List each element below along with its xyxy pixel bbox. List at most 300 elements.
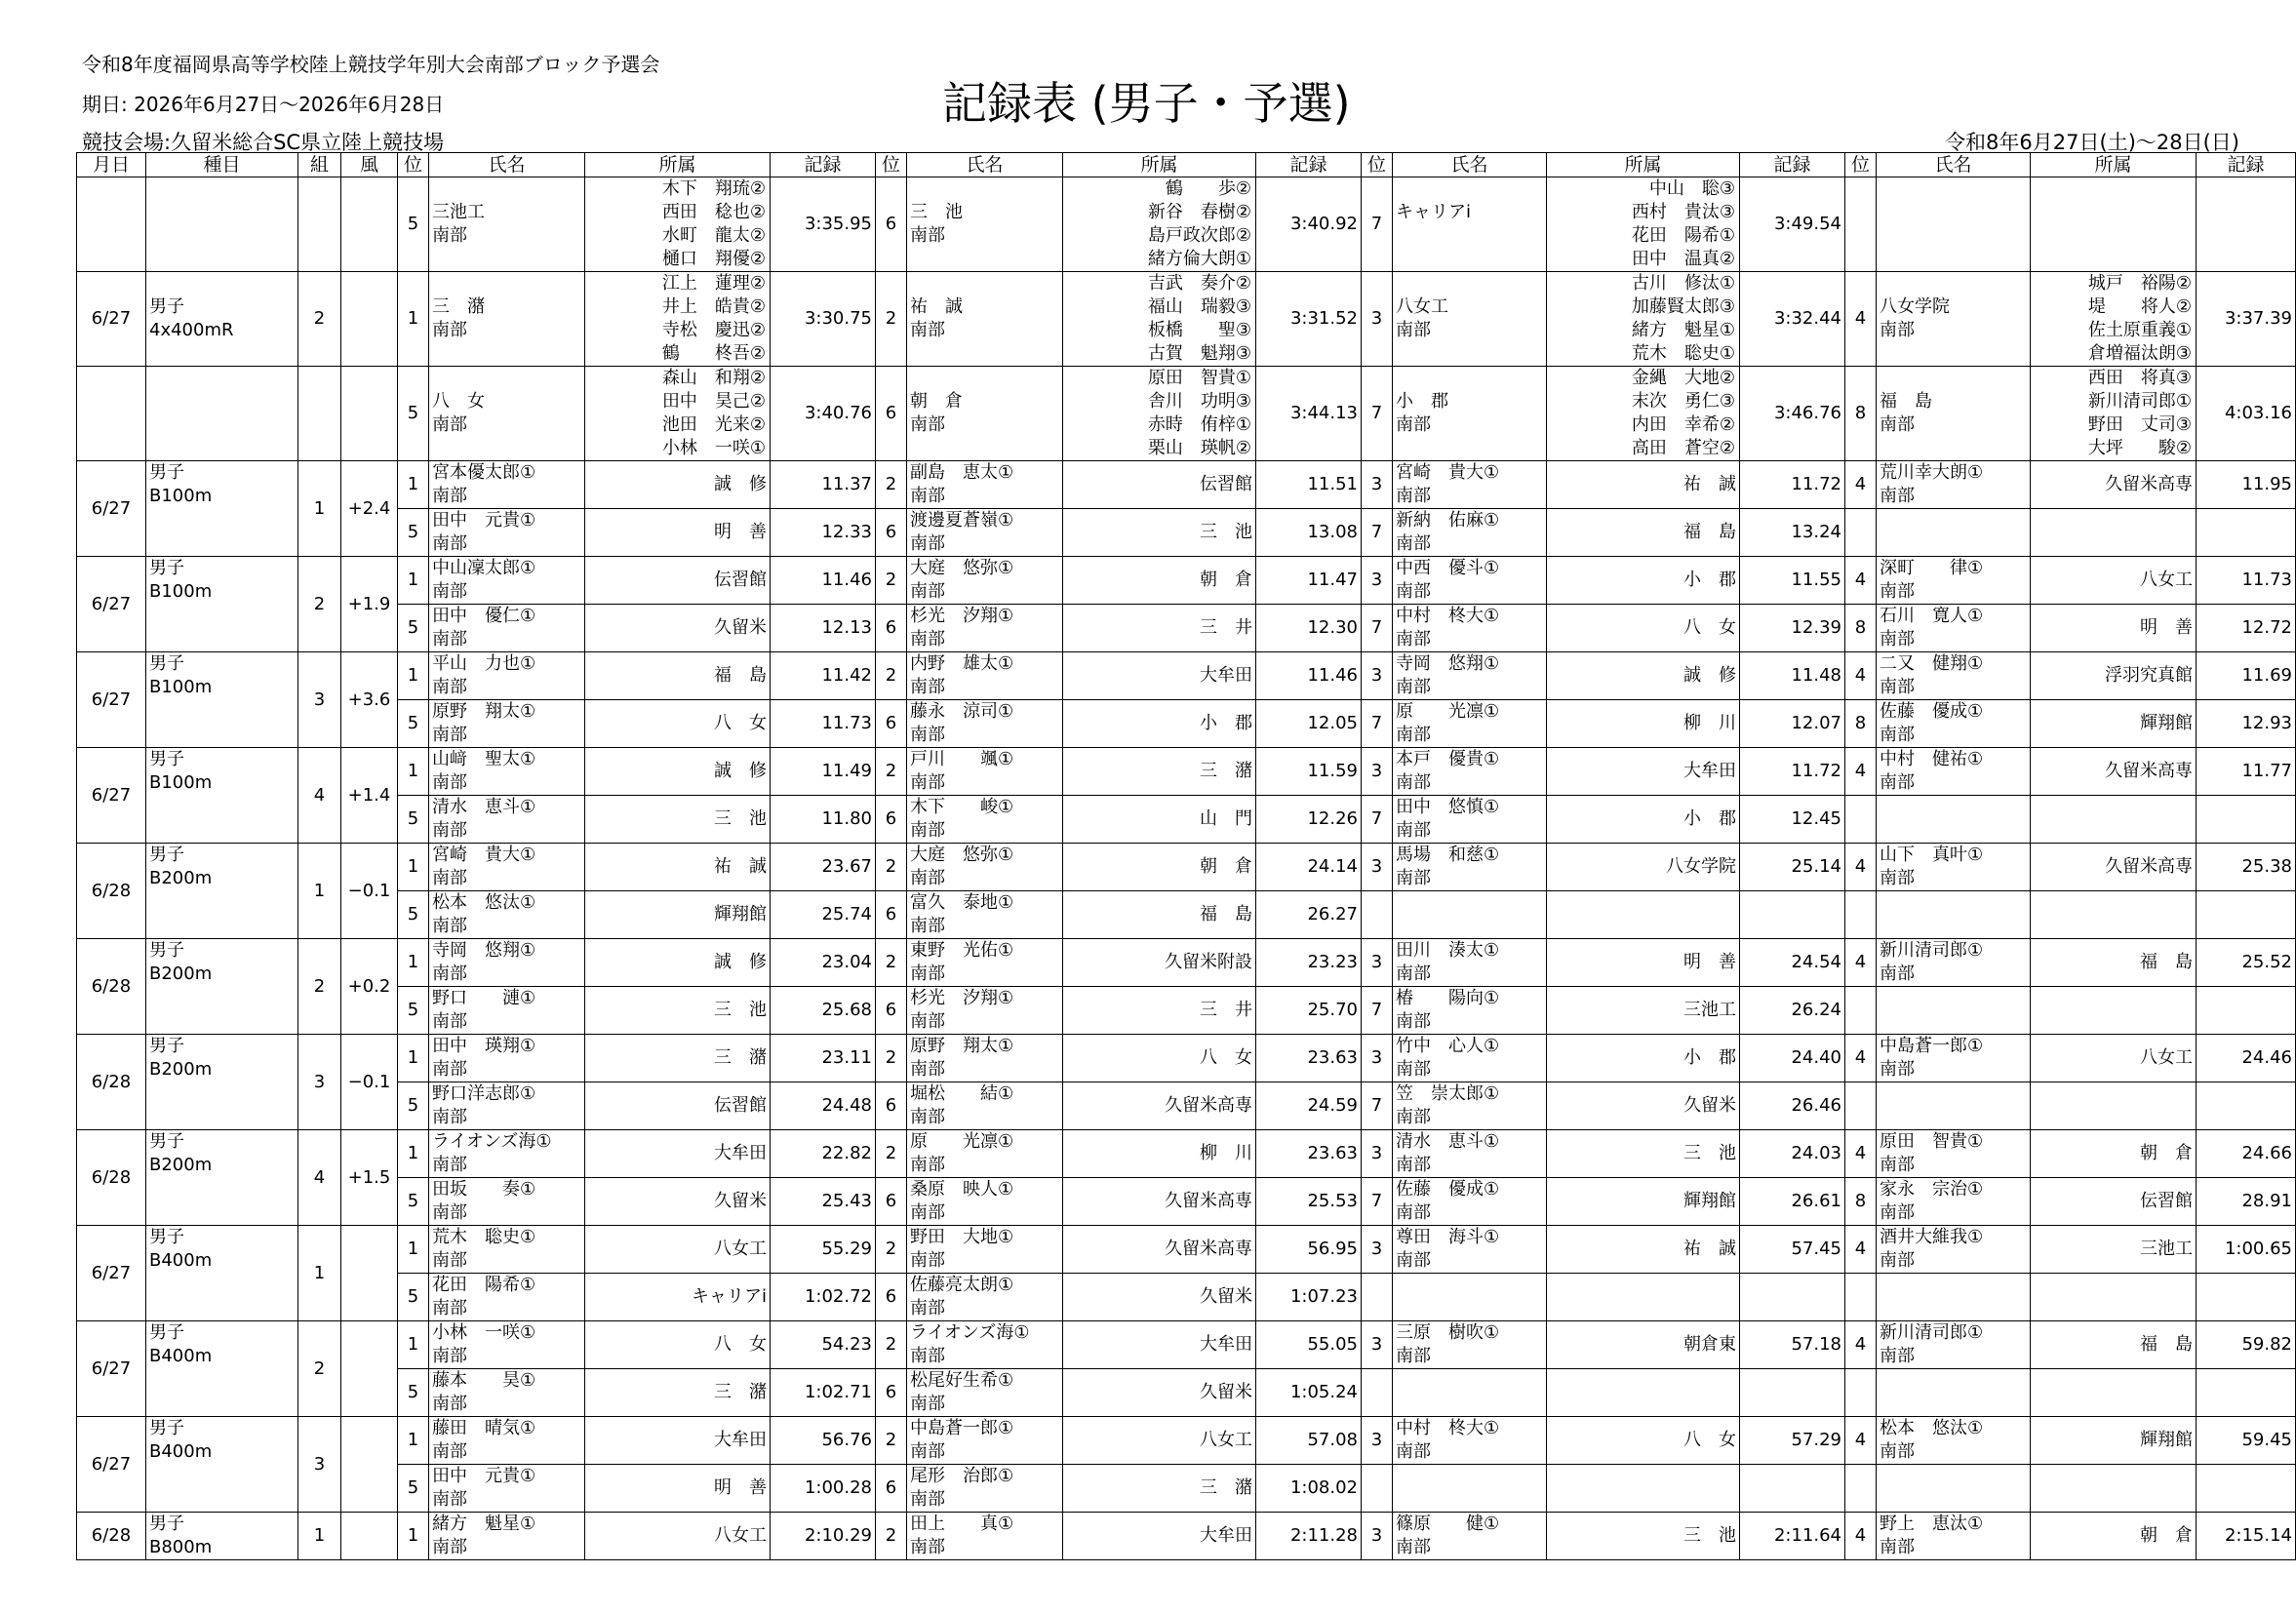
time-cell [2197,1274,2296,1321]
school-cell: 祐 誠 [585,844,771,891]
member-name [2034,201,2192,224]
athlete-name: 中西 優斗① [1396,558,1500,578]
athlete-name: 尊田 海斗① [1396,1227,1500,1247]
time-cell [2197,1465,2296,1513]
meet-name: 令和8年度福岡県高等学校陸上競技学年別大会南部ブロック予選会 [82,53,660,76]
school-cell: 朝 倉 [2031,1130,2197,1178]
place-cell: 6 [876,1369,907,1417]
athlete-name: 清水 恵斗① [432,797,536,817]
time-cell: 24.54 [1740,939,1845,987]
time-cell: 11.72 [1740,748,1845,796]
member-name: 吉武 奏介② [1147,273,1251,294]
time-cell: 11.73 [771,700,876,748]
event-label: B100m [149,772,213,793]
time-cell: 13.08 [1256,509,1362,557]
time-cell: 1:05.24 [1256,1369,1362,1417]
table-row [77,557,2296,605]
school-cell: 八女学院 [1547,844,1740,891]
table-row [77,1513,2296,1560]
athlete-cell [907,1369,1063,1417]
member-name: 鶴 歩② [1165,178,1251,199]
athlete-cell [907,1226,1063,1274]
school-cell: 誠 修 [1547,652,1740,700]
time-cell: 24.14 [1256,844,1362,891]
team-name: 八女工 [1396,296,1448,317]
athlete-name: 藤本 昊① [432,1370,536,1391]
time-cell: 12.13 [771,605,876,652]
athlete-block: 南部 [432,725,467,745]
members-cell [585,272,771,367]
athlete-name: 竹中 心人① [1396,1036,1500,1056]
wind-cell: −0.1 [341,844,398,939]
athlete-name [1880,509,2027,532]
place-cell: 4 [1845,557,1877,605]
athlete-name: 渡邊夏蒼嶺① [910,510,1014,531]
event-cell [146,1035,298,1130]
athlete-cell [1393,1082,1547,1130]
athlete-cell [1877,509,2031,557]
place-cell: 3 [1362,1513,1393,1560]
athlete-name: 大庭 悠弥① [910,845,1014,865]
place-cell: 2 [876,461,907,509]
athlete-cell [429,844,585,891]
time-cell: 3:40.76 [771,367,876,461]
time-cell: 25.70 [1256,987,1362,1035]
athlete-name: 田川 湊太① [1396,940,1500,961]
school-cell: 明 善 [2031,605,2197,652]
school-cell: 朝倉東 [1547,1321,1740,1369]
athlete-name: 篠原 健① [1396,1514,1500,1534]
athlete-cell [429,652,585,700]
place-cell: 1 [398,652,429,700]
column-header: 記録 [2197,153,2296,177]
event-cell [146,272,298,367]
athlete-cell [1393,1178,1547,1226]
place-cell: 5 [398,796,429,844]
athlete-name: 桑原 映人① [910,1179,1014,1200]
athlete-block [1880,1393,2027,1416]
member-name: 城戸 裕陽② [2087,273,2192,294]
athlete-name: 松尾好生希① [910,1370,1014,1391]
place-cell: 6 [876,1082,907,1130]
place-cell: 7 [1362,700,1393,748]
time-cell: 57.18 [1740,1321,1845,1369]
athlete-cell [1393,1035,1547,1082]
team-name: 福 島 [1880,391,1932,412]
time-cell: 11.69 [2197,652,2296,700]
member-name: 倉増福汰朗③ [2087,343,2192,364]
athlete-block: 南部 [910,677,945,697]
athlete-name: 寺岡 悠翔① [1396,653,1500,674]
place-cell [1362,1274,1393,1321]
team-cell [1393,272,1547,367]
athlete-cell [1393,939,1547,987]
athlete-name [1396,1465,1543,1488]
team-name: 南部 [1396,320,1431,340]
athlete-cell [1393,1465,1547,1513]
school-cell: 小 郡 [1547,557,1740,605]
place-cell: 1 [398,1226,429,1274]
place-cell: 1 [398,1417,429,1465]
wind-cell [341,1321,398,1417]
member-name: 井上 皓貴② [661,296,766,317]
athlete-cell [429,796,585,844]
athlete-name: 中山凜太郎① [432,558,536,578]
athlete-name: 杉光 汐翔① [910,606,1014,626]
time-cell: 12.93 [2197,700,2296,748]
event-label: B100m [149,581,213,602]
athlete-name: 荒川幸大朗① [1880,462,1984,483]
time-cell: 22.82 [771,1130,876,1178]
heat-cell: 4 [298,748,341,844]
event-label: B400m [149,1250,213,1271]
athlete-block: 南部 [432,868,467,888]
athlete-cell [1393,1321,1547,1369]
school-cell: 久留米高専 [1063,1082,1256,1130]
athlete-cell [1393,700,1547,748]
wind-cell: +3.6 [341,652,398,748]
athlete-name [1396,1274,1543,1297]
team-name: 南部 [1880,414,1915,435]
school-cell [2031,891,2197,939]
athlete-name: 清水 恵斗① [1396,1131,1500,1152]
athlete-block: 南部 [432,629,467,649]
school-cell: 三 潴 [585,1035,771,1082]
athlete-name [1880,891,2027,915]
athlete-cell [1393,652,1547,700]
athlete-block: 南部 [432,772,467,793]
school-cell: 久留米 [1063,1274,1256,1321]
school-cell: 伝習館 [585,557,771,605]
athlete-cell [1877,939,2031,987]
athlete-block: 南部 [432,1155,467,1175]
school-cell: 三 井 [1063,987,1256,1035]
time-cell: 11.51 [1256,461,1362,509]
athlete-block [1396,1393,1543,1416]
athlete-cell [1393,557,1547,605]
athlete-block: 南部 [910,1441,945,1462]
school-cell: 祐 誠 [1547,1226,1740,1274]
athlete-cell [1393,605,1547,652]
athlete-cell [1877,1321,2031,1369]
athlete-cell [1877,1369,2031,1417]
school-cell: 三池工 [1547,987,1740,1035]
athlete-name: 中島蒼一郎① [910,1418,1014,1438]
athlete-cell [1393,1274,1547,1321]
place-cell: 2 [876,1321,907,1369]
column-header: 月日 [77,153,146,177]
time-cell: 3:30.75 [771,272,876,367]
athlete-block: 南部 [1880,486,1915,506]
member-name: 田中 昊己② [661,391,766,412]
place-cell: 1 [398,272,429,367]
time-cell: 11.95 [2197,461,2296,509]
athlete-block: 南部 [910,1059,945,1080]
athlete-cell [429,1226,585,1274]
place-cell [1845,796,1877,844]
athlete-block: 南部 [1396,820,1431,841]
school-cell: 伝習館 [585,1082,771,1130]
school-cell: 明 善 [585,509,771,557]
athlete-block: 南部 [432,1489,467,1510]
athlete-cell [1393,748,1547,796]
athlete-name: 杉光 汐翔① [910,988,1014,1008]
athlete-name: 山﨑 聖太① [432,749,536,769]
athlete-cell [429,1465,585,1513]
table-row [77,1226,2296,1274]
athlete-cell [907,1082,1063,1130]
athlete-name: 三原 樹吹① [1396,1322,1500,1343]
time-cell: 26.27 [1256,891,1362,939]
wind-cell [341,1417,398,1513]
athlete-cell [907,891,1063,939]
athlete-name: 野口 漣① [432,988,536,1008]
member-name: 中山 聡③ [1648,178,1735,199]
team-name: 南部 [910,320,945,340]
team-name: 南部 [910,414,945,435]
school-cell: 誠 修 [585,939,771,987]
athlete-block: 南部 [432,1346,467,1366]
time-cell: 11.47 [1256,557,1362,605]
athlete-name: 花田 陽希① [432,1275,536,1295]
place-cell: 4 [1845,1417,1877,1465]
athlete-cell [907,557,1063,605]
wind-cell [341,1513,398,1560]
school-cell: 八 女 [1547,1417,1740,1465]
athlete-name: 木下 峻① [910,797,1014,817]
time-cell: 55.05 [1256,1321,1362,1369]
place-cell: 5 [398,1178,429,1226]
table-row [77,1321,2296,1369]
athlete-block: 南部 [910,725,945,745]
athlete-cell [1393,987,1547,1035]
heat-cell: 1 [298,1513,341,1560]
athlete-block: 南部 [1396,868,1431,888]
athlete-cell [429,1321,585,1369]
athlete-name: 宮本優太郎① [432,462,536,483]
time-cell: 12.45 [1740,796,1845,844]
athlete-name: 宮崎 貴大① [432,845,536,865]
athlete-cell [1877,1274,2031,1321]
event-cell [146,461,298,557]
wind-cell [341,177,398,272]
member-name: 島戸政次郎② [1147,225,1251,246]
time-cell: 12.33 [771,509,876,557]
time-cell [1740,1274,1845,1321]
table-row [77,1274,2296,1321]
time-cell: 13.24 [1740,509,1845,557]
athlete-block: 南部 [910,1489,945,1510]
place-cell: 2 [876,939,907,987]
athlete-name: 新川清司郎① [1880,940,1984,961]
athlete-block: 南部 [1880,868,1915,888]
team-cell [1877,177,2031,272]
school-cell: 柳 川 [1063,1130,1256,1178]
athlete-block: 南部 [1396,533,1431,554]
athlete-name: 藤永 涼司① [910,701,1014,722]
school-cell: 福 島 [1063,891,1256,939]
column-header: 位 [876,153,907,177]
place-cell [1845,1465,1877,1513]
member-name: 古川 修汰① [1631,273,1735,294]
athlete-block: 南部 [1880,1250,1915,1271]
time-cell: 1:07.23 [1256,1274,1362,1321]
athlete-block: 南部 [432,1011,467,1032]
members-cell [2031,177,2197,272]
time-cell: 2:11.28 [1256,1513,1362,1560]
time-cell [2197,796,2296,844]
wind-cell [341,1226,398,1321]
place-cell: 2 [876,1226,907,1274]
member-name: 佐土原重義① [2087,320,2192,340]
place-cell: 3 [1362,557,1393,605]
athlete-block: 南部 [910,1346,945,1366]
athlete-cell [429,461,585,509]
date-cell: 6/27 [77,652,146,748]
place-cell: 6 [876,891,907,939]
wind-cell: +0.2 [341,939,398,1035]
place-cell: 4 [1845,1130,1877,1178]
athlete-block: 南部 [910,868,945,888]
member-name: 新川清司郎① [2087,391,2192,412]
place-cell: 2 [876,1035,907,1082]
athlete-cell [907,1274,1063,1321]
athlete-name: 田坂 奏① [432,1179,536,1200]
athlete-block: 南部 [1396,677,1431,697]
member-name: 小林 一咲① [661,438,766,458]
athlete-cell [429,891,585,939]
table-row [77,748,2296,796]
athlete-name: 野田 大地① [910,1227,1014,1247]
athlete-cell [429,987,585,1035]
athlete-block: 南部 [1396,964,1431,984]
athlete-block: 南部 [432,1059,467,1080]
time-cell [1740,1369,1845,1417]
school-cell: 久留米高専 [1063,1226,1256,1274]
table-row [77,796,2296,844]
team-name: 南部 [1880,320,1915,340]
athlete-name: 原田 智貴① [1880,1131,1984,1152]
place-cell: 4 [1845,1321,1877,1369]
team-name [1880,224,2027,248]
place-cell: 5 [398,1465,429,1513]
athlete-name: 田中 悠慎① [1396,797,1500,817]
place-cell: 4 [1845,461,1877,509]
athlete-block [1880,1488,2027,1512]
place-cell: 6 [876,700,907,748]
place-cell [1845,891,1877,939]
event-label: B200m [149,1155,213,1175]
table-row [77,891,2296,939]
athlete-block [1880,1297,2027,1320]
members-cell [1547,272,1740,367]
school-cell: 三 池 [585,796,771,844]
athlete-name: 原 光凛① [1396,701,1500,722]
event-cell [146,652,298,748]
athlete-cell [1877,1035,2031,1082]
place-cell: 3 [1362,1321,1393,1369]
event-label: 男子 [149,749,184,769]
athlete-cell [1877,796,2031,844]
meet-period: 期日: 2026年6月27日～2026年6月28日 [82,93,445,116]
place-cell: 5 [398,1082,429,1130]
athlete-block: 南部 [1880,677,1915,697]
athlete-name [1880,796,2027,819]
place-cell: 3 [1362,748,1393,796]
column-header: 風 [341,153,398,177]
athlete-block [1880,1106,2027,1129]
place-cell: 6 [876,605,907,652]
team-cell [429,367,585,461]
school-cell: 大牟田 [1547,748,1740,796]
school-cell: 久留米高専 [2031,748,2197,796]
athlete-cell [429,1274,585,1321]
team-name [1880,201,2027,224]
athlete-cell [1877,1465,2031,1513]
athlete-block: 南部 [432,486,467,506]
members-cell [585,177,771,272]
school-cell: 伝習館 [2031,1178,2197,1226]
place-cell: 6 [876,1178,907,1226]
school-cell: 三 池 [1063,509,1256,557]
school-cell: 八女工 [585,1226,771,1274]
athlete-block: 南部 [1396,1441,1431,1462]
athlete-cell [907,509,1063,557]
school-cell: 三 池 [1547,1130,1740,1178]
school-cell [1547,1274,1740,1321]
table-row [77,367,2296,461]
place-cell: 2 [876,1513,907,1560]
time-cell [2197,1369,2296,1417]
place-cell: 6 [876,796,907,844]
place-cell: 1 [398,939,429,987]
date-cell [77,177,146,272]
event-label: B800m [149,1537,213,1557]
place-cell: 8 [1845,605,1877,652]
member-name: 金縄 大地② [1631,368,1735,388]
athlete-name: 内野 雄太① [910,653,1014,674]
athlete-name: 家永 宗治① [1880,1179,1984,1200]
time-cell: 24.03 [1740,1130,1845,1178]
place-cell: 2 [876,1130,907,1178]
athlete-cell [907,1321,1063,1369]
table-row [77,1082,2296,1130]
heat-cell: 2 [298,557,341,652]
column-header: 氏名 [429,153,585,177]
place-cell: 2 [876,844,907,891]
place-cell: 1 [398,1035,429,1082]
athlete-name: 佐藤 優成① [1396,1179,1500,1200]
member-name: 高田 蒼空② [1631,438,1735,458]
athlete-block: 南部 [910,1011,945,1032]
place-cell: 1 [398,844,429,891]
members-cell [1063,272,1256,367]
athlete-name: 中村 柊大① [1396,1418,1500,1438]
member-name [2034,224,2192,248]
time-cell: 3:32.44 [1740,272,1845,367]
time-cell: 12.26 [1256,796,1362,844]
event-cell [146,1321,298,1417]
athlete-cell [429,605,585,652]
place-cell: 2 [876,272,907,367]
athlete-cell [907,700,1063,748]
athlete-cell [429,1513,585,1560]
athlete-block: 南部 [1396,1346,1431,1366]
time-cell: 12.72 [2197,605,2296,652]
place-cell: 1 [398,1130,429,1178]
athlete-block: 南部 [1396,1250,1431,1271]
school-cell: 八 女 [1547,605,1740,652]
